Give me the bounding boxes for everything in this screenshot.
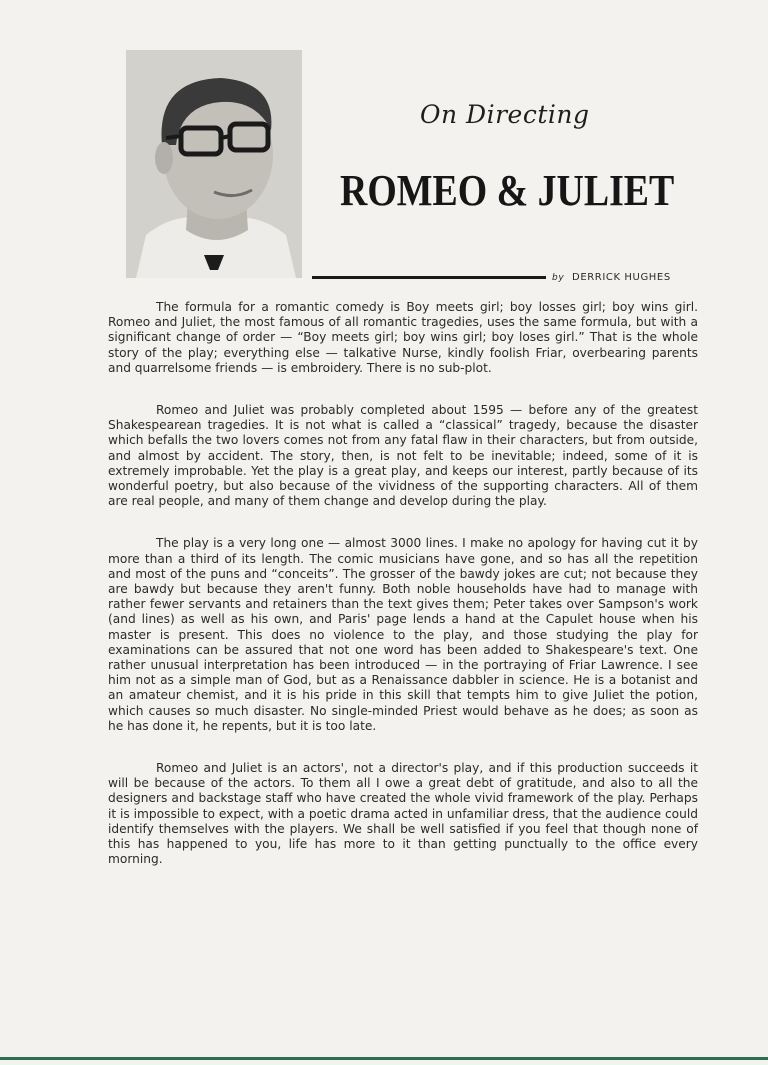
paragraph-2: Romeo and Juliet was probably completed about 1595 — before any of the greatest Shakespearean tragedies. It is not what is called a “classical” tragedy, because the disaster which befalls the two lovers comes not from any fatal flaw in their characters, but from outside, and almost by accident. The story, then, is not felt to be inevitable; indeed, some of it is extremely improbable. Yet the play is a great play, and keeps our interest, partly because of its wonderful poetry, but also because of the vividness of the supporting characters. All of them are real people, and many of them change and develop during the play. bbox=[108, 403, 698, 509]
byline bbox=[552, 272, 671, 283]
author-portrait-image bbox=[126, 50, 302, 278]
page-edge-line bbox=[0, 1057, 768, 1060]
article-kicker: On Directing bbox=[420, 100, 590, 129]
article-body bbox=[108, 300, 698, 895]
paragraph-4: Romeo and Juliet is an actors', not a director's play, and if this production succeeds it will be because of the actors. To them all I owe a great debt of gratitude, and also to all the designers and backstage staff who have created the whole vivid framework of the play. Perhaps it is impossible to expect, with a poetic drama acted in unfamiliar dress, that the audience could identify themselves with the players. We shall be well satisfied if you feel that though none of this has happened to you, life has more to it than getting punctually to the office every morning. bbox=[108, 761, 698, 867]
paragraph-3: The play is a very long one — almost 3000 lines. I make no apology for having cut it by more than a third of its length. The comic musicians have gone, and so has all the repetition and most of the puns and “conceits”. The grosser of the bawdy jokes are cut; not because they are bawdy but because they aren't funny. Both noble households have had to manage with rather fewer servants and retainers than the text gives them; Peter takes over Sampson's work (and lines) as well as his own, and Paris' page lends a hand at the Capulet house when his master is present. This does no violence to the play, and those studying the play for examinations can be assured that not one word has been added to Shakespeare's text. One rather unusual interpretation has been introduced — in the portraying of Friar Lawrence. I see him not as a simple man of God, but as a Renaissance dabbler in science. He is a botanist and an amateur chemist, and it is his pride in this skill that tempts him to give Juliet the potion, which causes so much disaster. No single-minded Priest would behave as he does; as soon as he has done it, he repents, but it is too late. bbox=[108, 536, 698, 733]
byline-author: DERRICK HUGHES bbox=[572, 272, 671, 283]
author-portrait bbox=[126, 50, 302, 278]
article-title: ROMEO & JULIET bbox=[340, 166, 675, 215]
title-rule bbox=[312, 276, 546, 279]
paragraph-1: The formula for a romantic comedy is Boy meets girl; boy losses girl; boy wins girl. Romeo and Juliet, the most famous of all romantic tragedies, uses the same formula, but with a significant change of order — “Boy meets girl; boy wins girl; boy loses girl.” That is the whole story of the play; everything else — talkative Nurse, kindly foolish Friar, overbearing parents and quarrelsome friends — is embroidery. There is no sub-plot. bbox=[108, 300, 698, 375]
byline-prefix: by bbox=[552, 273, 565, 283]
